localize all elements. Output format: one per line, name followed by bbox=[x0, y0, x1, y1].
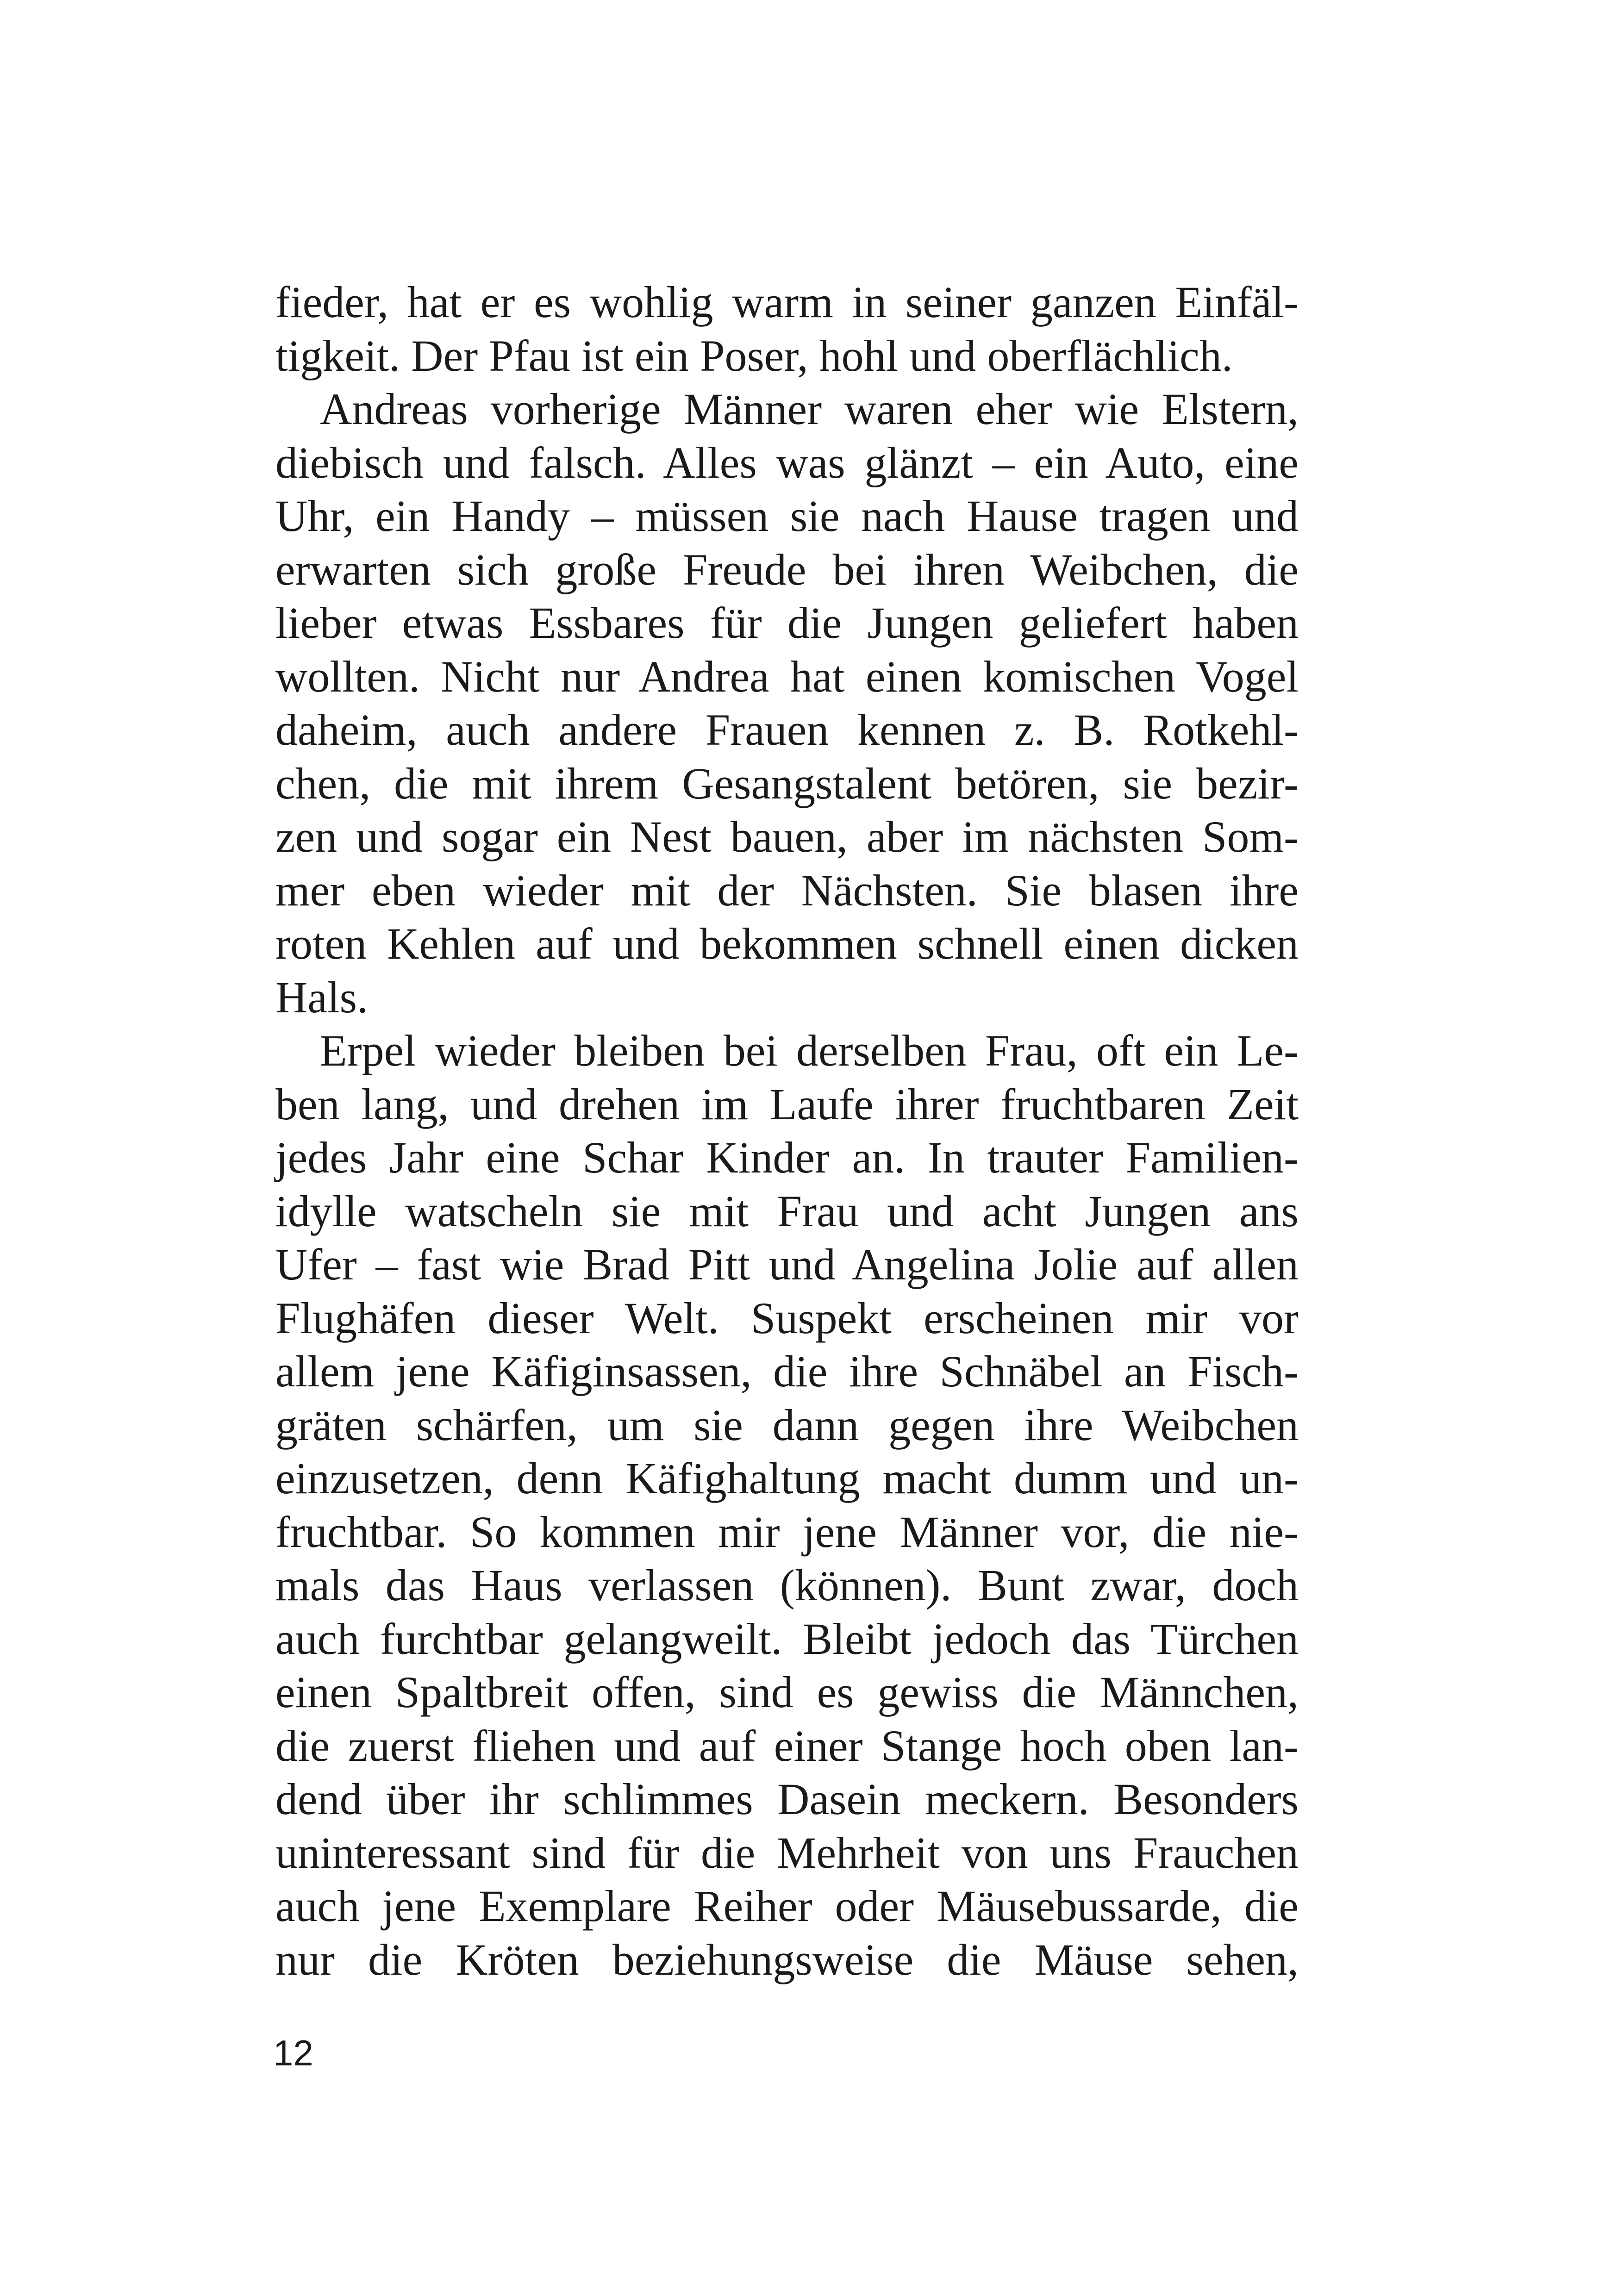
text-line: gräten schärfen, um sie dann gegen ihre Weibchen bbox=[275, 1400, 1299, 1450]
body-text bbox=[275, 275, 1299, 1986]
text-line: auch jene Exemplare Reiher oder Mäusebussarde, die bbox=[275, 1881, 1299, 1931]
text-line: fieder, hat er es wohlig warm in seiner ganzen Einfäl- bbox=[275, 277, 1299, 327]
text-line: roten Kehlen auf und bekommen schnell einen dicken bbox=[275, 919, 1299, 968]
text-line: nur die Kröten beziehungsweise die Mäuse sehen, bbox=[275, 1934, 1299, 1984]
text-line: zen und sogar ein Nest bauen, aber im nächsten Som- bbox=[275, 812, 1299, 861]
text-line: chen, die mit ihrem Gesangstalent betören, sie bezir- bbox=[275, 758, 1299, 808]
text-line: mer eben wieder mit der Nächsten. Sie blasen ihre bbox=[275, 865, 1299, 915]
text-line: erwarten sich große Freude bei ihren Weibchen, die bbox=[275, 544, 1299, 594]
text-line: Andreas vorherige Männer waren eher wie Elstern, bbox=[320, 384, 1299, 434]
text-line: Erpel wieder bleiben bei derselben Frau, oft ein Le- bbox=[320, 1026, 1299, 1075]
text-line: ben lang, und drehen im Laufe ihrer fruchtbaren Zeit bbox=[275, 1079, 1299, 1129]
text-line: Ufer – fast wie Brad Pitt und Angelina Jolie auf allen bbox=[275, 1240, 1299, 1289]
page-number: 12 bbox=[273, 2033, 313, 2073]
text-line: Hals. bbox=[275, 972, 368, 1022]
text-line: jedes Jahr eine Schar Kinder an. In trauter Familien- bbox=[275, 1133, 1299, 1182]
text-line: die zuerst fliehen und auf einer Stange hoch oben lan- bbox=[275, 1721, 1299, 1771]
text-line: tigkeit. Der Pfau ist ein Poser, hohl und oberflächlich. bbox=[275, 331, 1233, 380]
text-line: auch furchtbar gelangweilt. Bleibt jedoch das Türchen bbox=[275, 1614, 1299, 1664]
text-line: daheim, auch andere Frauen kennen z. B. Rotkehl- bbox=[275, 705, 1299, 755]
text-line: wollten. Nicht nur Andrea hat einen komischen Vogel bbox=[275, 651, 1299, 701]
text-line: mals das Haus verlassen (können). Bunt zwar, doch bbox=[275, 1560, 1299, 1610]
text-line: fruchtbar. So kommen mir jene Männer vor, die nie- bbox=[275, 1507, 1299, 1557]
text-line: lieber etwas Essbares für die Jungen geliefert haben bbox=[275, 598, 1299, 648]
text-line: allem jene Käfiginsassen, die ihre Schnäbel an Fisch- bbox=[275, 1347, 1299, 1396]
text-line: uninteressant sind für die Mehrheit von uns Frauchen bbox=[275, 1827, 1299, 1877]
text-line: Flughäfen dieser Welt. Suspekt erscheinen mir vor bbox=[275, 1293, 1299, 1343]
text-line: idylle watscheln sie mit Frau und acht Jungen ans bbox=[275, 1186, 1299, 1236]
text-line: dend über ihr schlimmes Dasein meckern. Besonders bbox=[275, 1774, 1299, 1824]
text-line: einen Spaltbreit offen, sind es gewiss die Männchen, bbox=[275, 1667, 1299, 1717]
text-line: einzusetzen, denn Käfighaltung macht dumm und un- bbox=[275, 1453, 1299, 1503]
text-line: Uhr, ein Handy – müssen sie nach Hause tragen und bbox=[275, 491, 1299, 541]
text-line: diebisch und falsch. Alles was glänzt – ein Auto, eine bbox=[275, 437, 1299, 487]
